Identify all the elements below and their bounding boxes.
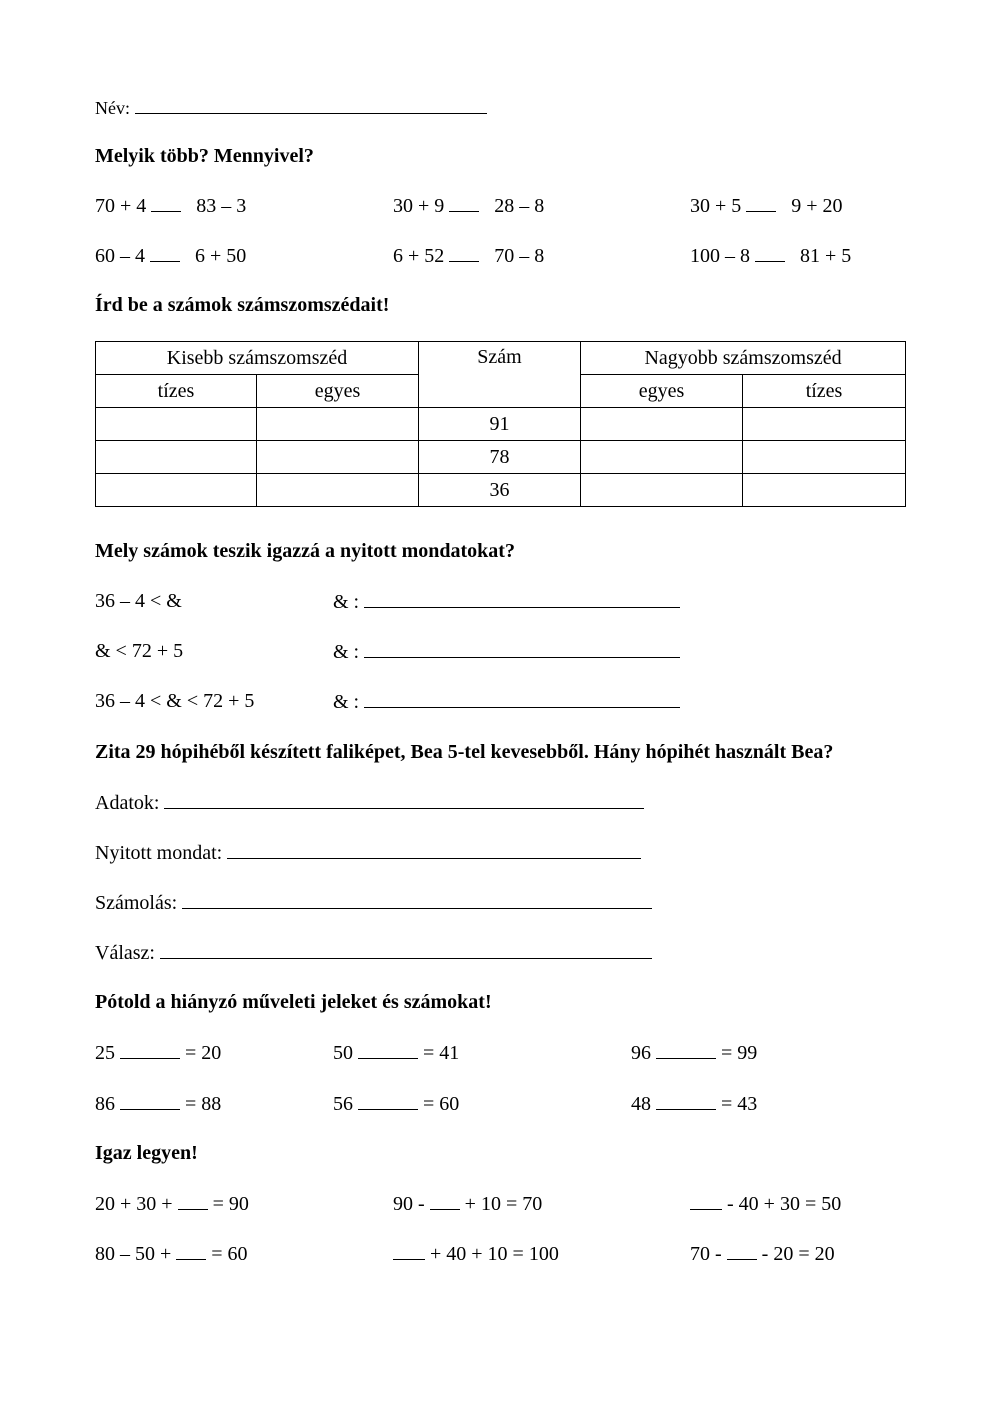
- compare-left: 60 – 4: [95, 245, 145, 267]
- word-problem-row: [95, 941, 652, 964]
- op-left: 86: [95, 1093, 115, 1115]
- adatok-label: Adatok:: [95, 792, 160, 814]
- answer-cell[interactable]: [581, 408, 743, 441]
- equation-item: [690, 1242, 835, 1265]
- open-sentence: 36 – 4 < & < 72 + 5: [95, 690, 255, 712]
- number-cell: 36: [419, 474, 581, 507]
- eq-post: + 40 + 10 = 100: [430, 1243, 559, 1265]
- answer-cell[interactable]: [581, 474, 743, 507]
- eq-post: + 10 = 70: [464, 1193, 543, 1215]
- szamolas-line[interactable]: [182, 891, 652, 909]
- compare-item: [393, 244, 544, 267]
- op-blank[interactable]: [656, 1041, 716, 1059]
- szamolas-label: Számolás:: [95, 892, 178, 914]
- compare-blank[interactable]: [755, 244, 785, 262]
- nyitott-mondat-line[interactable]: [227, 841, 641, 859]
- op-right: = 41: [423, 1042, 460, 1064]
- table-row: [96, 408, 906, 441]
- equation-item: [95, 1242, 248, 1265]
- missing-op-item: [95, 1092, 221, 1115]
- name-field[interactable]: [135, 96, 487, 114]
- compare-left: 6 + 52: [393, 245, 445, 267]
- compare-right: 9 + 20: [791, 195, 843, 217]
- missing-op-item: [95, 1041, 221, 1064]
- eq-post: - 40 + 30 = 50: [727, 1193, 842, 1215]
- section3-title: Mely számok teszik igazzá a nyitott mondatokat?: [95, 540, 515, 562]
- answer-line[interactable]: [364, 640, 680, 658]
- answer-label: & :: [333, 591, 360, 613]
- eq-blank[interactable]: [727, 1242, 757, 1260]
- adatok-line[interactable]: [164, 791, 644, 809]
- eq-pre: 70 -: [690, 1243, 722, 1265]
- eq-blank[interactable]: [393, 1242, 425, 1260]
- subheader-ones: egyes: [581, 375, 743, 408]
- missing-op-item: [631, 1041, 757, 1064]
- compare-item: [690, 194, 843, 217]
- answer-line[interactable]: [364, 590, 680, 608]
- eq-post: = 60: [211, 1243, 248, 1265]
- equation-item: [393, 1192, 542, 1215]
- answer-cell[interactable]: [581, 441, 743, 474]
- op-right: = 99: [721, 1042, 758, 1064]
- compare-blank[interactable]: [449, 244, 479, 262]
- eq-blank[interactable]: [430, 1192, 460, 1210]
- eq-blank[interactable]: [176, 1242, 206, 1260]
- word-problem-row: [95, 791, 644, 814]
- word-problem-row: [95, 891, 652, 914]
- answer-cell[interactable]: [743, 474, 906, 507]
- op-left: 96: [631, 1042, 651, 1064]
- op-right: = 60: [423, 1093, 460, 1115]
- number-cell: 91: [419, 408, 581, 441]
- op-blank[interactable]: [656, 1092, 716, 1110]
- answer-label: & :: [333, 641, 360, 663]
- compare-left: 100 – 8: [690, 245, 750, 267]
- answer-row: [333, 640, 680, 663]
- eq-post: = 90: [212, 1193, 249, 1215]
- equation-item: [393, 1242, 559, 1265]
- eq-blank[interactable]: [178, 1192, 208, 1210]
- op-blank[interactable]: [358, 1041, 418, 1059]
- op-blank[interactable]: [120, 1041, 180, 1059]
- table-row: [96, 441, 906, 474]
- compare-left: 30 + 5: [690, 195, 742, 217]
- compare-right: 6 + 50: [195, 245, 247, 267]
- compare-blank[interactable]: [746, 194, 776, 212]
- answer-cell[interactable]: [257, 441, 419, 474]
- answer-label: & :: [333, 691, 360, 713]
- op-right: = 88: [185, 1093, 222, 1115]
- number-cell: 78: [419, 441, 581, 474]
- open-sentence: 36 – 4 < &: [95, 590, 182, 612]
- header-smaller: Kisebb számszomszéd: [96, 342, 419, 375]
- answer-cell[interactable]: [96, 441, 257, 474]
- name-label: Név:: [95, 98, 130, 118]
- eq-pre: 20 + 30 +: [95, 1193, 173, 1215]
- nyitott-mondat-label: Nyitott mondat:: [95, 842, 223, 864]
- op-blank[interactable]: [358, 1092, 418, 1110]
- eq-pre: 80 – 50 +: [95, 1243, 172, 1265]
- compare-blank[interactable]: [151, 194, 181, 212]
- compare-left: 70 + 4: [95, 195, 147, 217]
- word-problem-row: [95, 841, 641, 864]
- missing-op-item: [333, 1092, 459, 1115]
- op-right: = 20: [185, 1042, 222, 1064]
- compare-right: 81 + 5: [800, 245, 852, 267]
- eq-blank[interactable]: [690, 1192, 722, 1210]
- header-number: Szám: [419, 342, 581, 408]
- eq-post: - 20 = 20: [761, 1243, 835, 1265]
- subheader-tens: tízes: [743, 375, 906, 408]
- subheader-tens: tízes: [96, 375, 257, 408]
- neighbors-table: [95, 341, 906, 507]
- valasz-line[interactable]: [160, 941, 652, 959]
- op-left: 48: [631, 1093, 651, 1115]
- section1-title: Melyik több? Mennyivel?: [95, 145, 314, 167]
- answer-cell[interactable]: [96, 408, 257, 441]
- section4-title: Zita 29 hópihéből készített faliképet, Bea 5-tel kevesebből. Hány hópihét használt Bea?: [95, 741, 834, 763]
- section2-title: Írd be a számok számszomszédait!: [95, 294, 390, 316]
- compare-left: 30 + 9: [393, 195, 445, 217]
- equation-item: [95, 1192, 249, 1215]
- answer-cell[interactable]: [257, 408, 419, 441]
- op-blank[interactable]: [120, 1092, 180, 1110]
- equation-item: [690, 1192, 841, 1215]
- compare-right: 28 – 8: [494, 195, 545, 217]
- missing-op-item: [631, 1092, 757, 1115]
- open-sentence: & < 72 + 5: [95, 640, 184, 662]
- op-left: 50: [333, 1042, 353, 1064]
- compare-right: 83 – 3: [196, 195, 247, 217]
- compare-right: 70 – 8: [494, 245, 545, 267]
- answer-line[interactable]: [364, 690, 680, 708]
- answer-cell[interactable]: [743, 441, 906, 474]
- op-left: 56: [333, 1093, 353, 1115]
- answer-cell[interactable]: [96, 474, 257, 507]
- compare-item: [690, 244, 851, 267]
- table-row: [96, 474, 906, 507]
- valasz-label: Válasz:: [95, 942, 155, 964]
- answer-cell[interactable]: [257, 474, 419, 507]
- subheader-ones: egyes: [257, 375, 419, 408]
- section6-title: Igaz legyen!: [95, 1142, 198, 1164]
- section5-title: Pótold a hiányzó műveleti jeleket és számokat!: [95, 991, 492, 1013]
- compare-blank[interactable]: [150, 244, 180, 262]
- answer-row: [333, 590, 680, 613]
- answer-cell[interactable]: [743, 408, 906, 441]
- compare-blank[interactable]: [449, 194, 479, 212]
- header-larger: Nagyobb számszomszéd: [581, 342, 906, 375]
- eq-pre: 90 -: [393, 1193, 425, 1215]
- compare-item: [95, 194, 246, 217]
- missing-op-item: [333, 1041, 459, 1064]
- op-right: = 43: [721, 1093, 758, 1115]
- answer-row: [333, 690, 680, 713]
- compare-item: [393, 194, 544, 217]
- op-left: 25: [95, 1042, 115, 1064]
- name-row: [95, 96, 487, 119]
- compare-item: [95, 244, 246, 267]
